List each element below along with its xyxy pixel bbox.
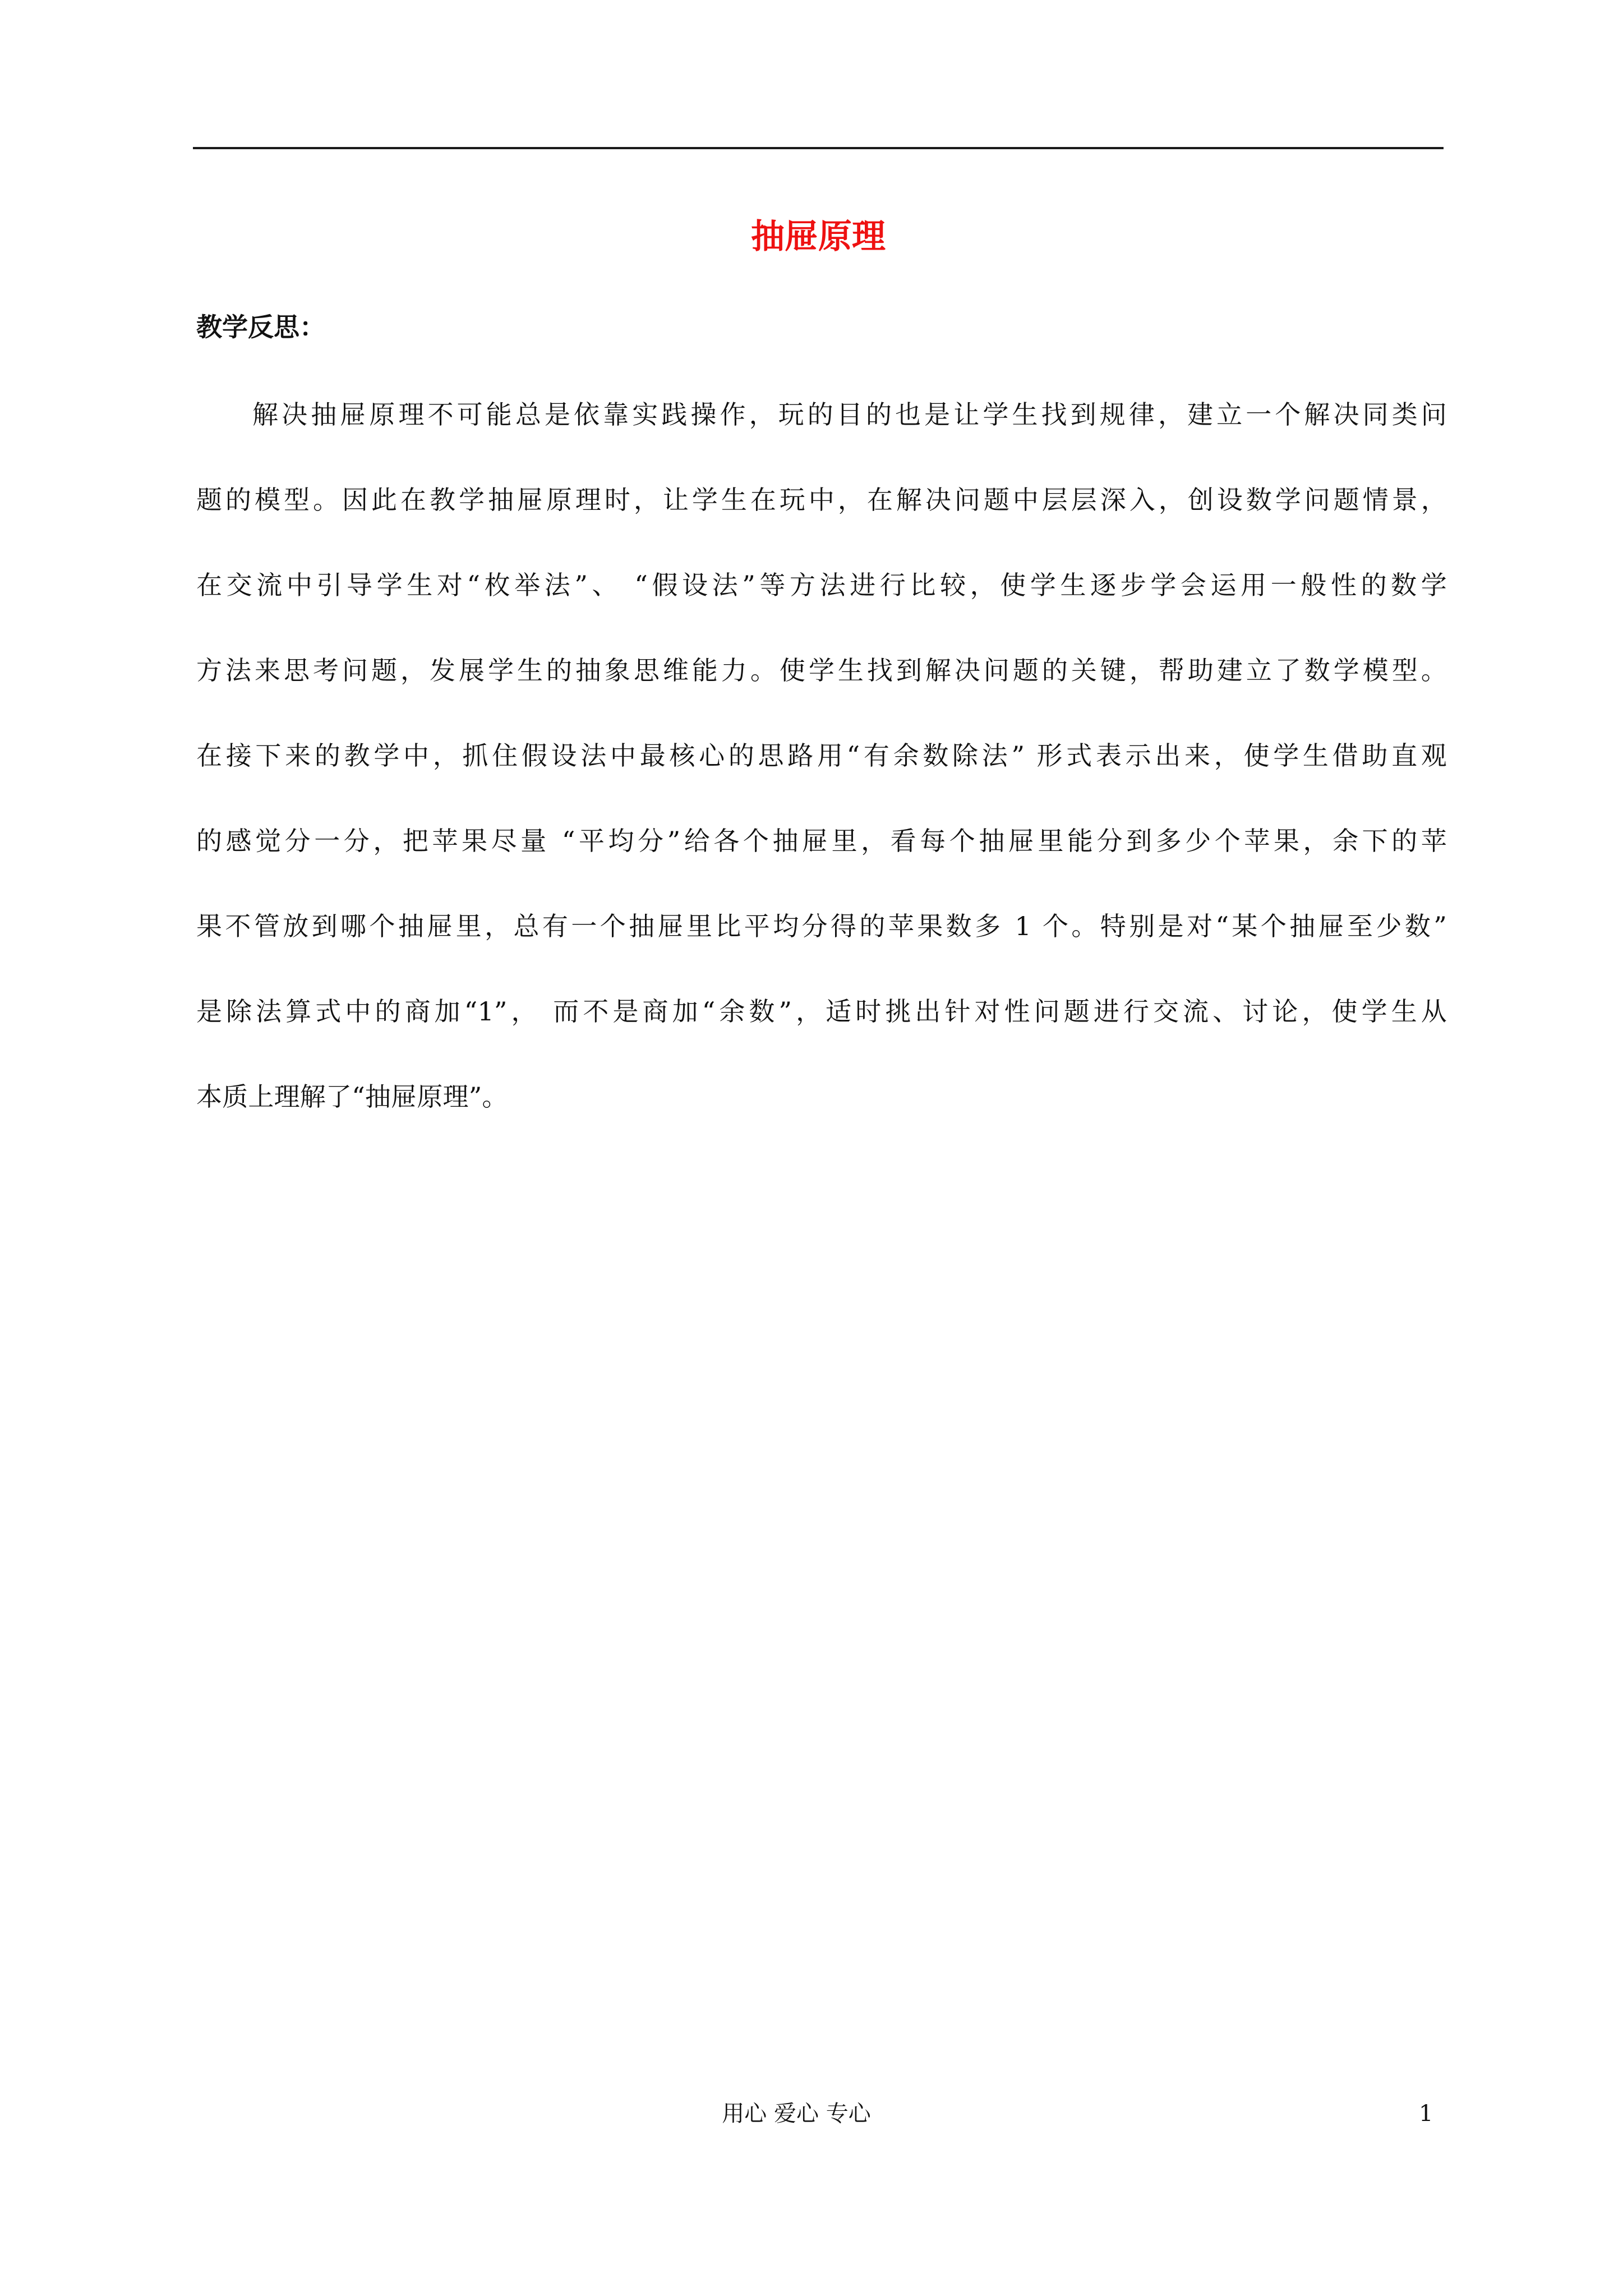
body-line: 是除法算式中的商加“1”， 而不是商加“余数”，适时挑出针对性问题进行交流、讨论，使学生从: [196, 996, 1447, 1027]
body-line: 方法来思考问题，发展学生的抽象思维能力。使学生找到解决问题的关键，帮助建立了数学模型。: [196, 655, 1447, 685]
header-rule: [193, 147, 1444, 149]
section-heading: 教学反思：: [196, 312, 325, 342]
body-line: 解决抽屉原理不可能总是依靠实践操作，玩的目的也是让学生找到规律，建立一个解决同类问: [252, 399, 1447, 430]
body-line: 在接下来的教学中，抓住假设法中最核心的思路用“有余数除法” 形式表示出来，使学生借助直观: [196, 740, 1447, 771]
footer-motto: 用心 爱心 专心: [722, 2101, 871, 2127]
body-line: 果不管放到哪个抽屉里，总有一个抽屉里比平均分得的苹果数多 1 个。特别是对“某个抽屉至少数”: [196, 911, 1447, 941]
page-number: 1: [1419, 2101, 1433, 2127]
body-line: 本质上理解了“抽屉原理”。: [196, 1082, 508, 1112]
body-line: 题的模型。因此在教学抽屉原理时，让学生在玩中，在解决问题中层层深入，创设数学问题情景，: [196, 485, 1447, 515]
document-title: 抽屉原理: [751, 217, 886, 256]
body-paragraph: [196, 389, 1447, 1157]
body-line: 在交流中引导学生对“枚举法”、 “假设法”等方法进行比较，使学生逐步学会运用一般性的数学: [196, 570, 1447, 600]
body-line: 的感觉分一分，把苹果尽量 “平均分”给各个抽屉里，看每个抽屉里能分到多少个苹果，余下的苹: [196, 826, 1447, 856]
